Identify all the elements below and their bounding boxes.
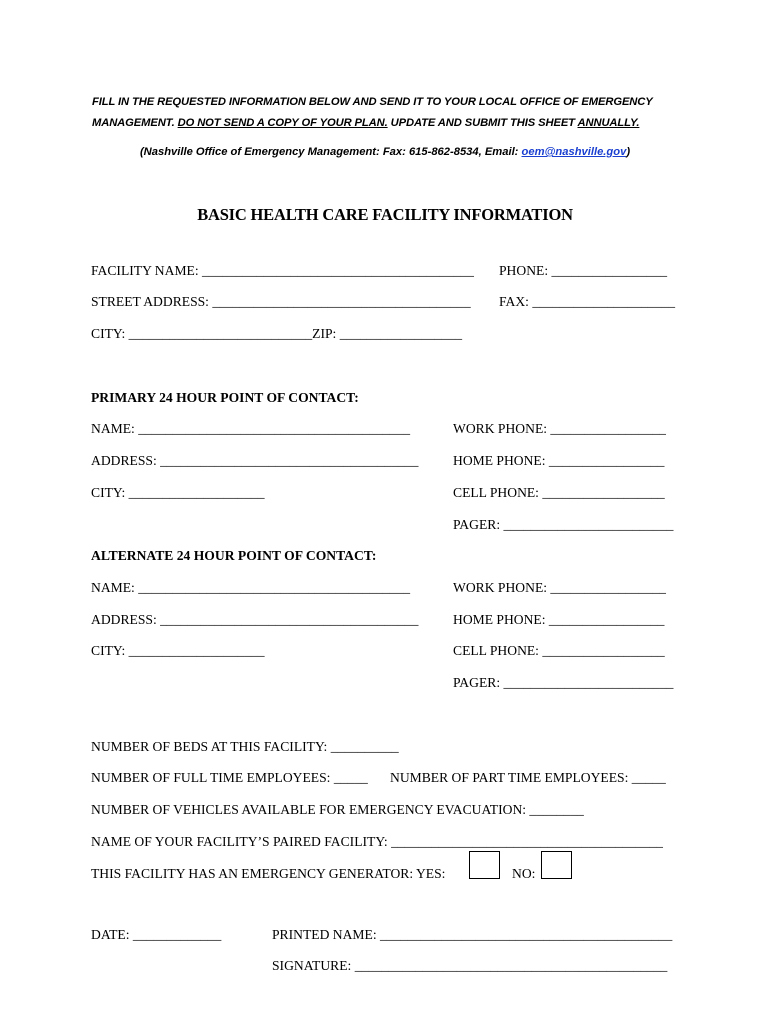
city-zip-field[interactable]: CITY: ___________________________ZIP: __________________ bbox=[91, 326, 463, 341]
instructions-emphasis: ANNUALLY. bbox=[577, 117, 640, 129]
alternate-name-field[interactable]: NAME: ________________________________________ bbox=[91, 580, 411, 595]
generator-no-label: NO: bbox=[512, 866, 536, 881]
generator-label: THIS FACILITY HAS AN EMERGENCY GENERATOR: YES: bbox=[91, 866, 446, 881]
vehicles-field[interactable]: NUMBER OF VEHICLES AVAILABLE FOR EMERGENCY EVACUATION: ________ bbox=[91, 802, 584, 817]
facility-name-field[interactable]: FACILITY NAME: ________________________________________ bbox=[91, 263, 474, 278]
alternate-address-field[interactable]: ADDRESS: ______________________________________ bbox=[91, 612, 419, 627]
paired-facility-field[interactable]: NAME OF YOUR FACILITY’S PAIRED FACILITY: ________________________________________ bbox=[91, 834, 663, 849]
page-title: BASIC HEALTH CARE FACILITY INFORMATION bbox=[197, 205, 573, 224]
contact-note-suffix: ) bbox=[626, 146, 631, 158]
street-address-field[interactable]: STREET ADDRESS: ______________________________________ bbox=[91, 294, 471, 309]
instructions-text: MANAGEMENT. bbox=[92, 117, 178, 129]
alternate-home-phone-field[interactable]: HOME PHONE: _________________ bbox=[453, 612, 665, 627]
alternate-cell-phone-field[interactable]: CELL PHONE: __________________ bbox=[453, 643, 665, 658]
contact-note-prefix: (Nashville Office of Emergency Management: Fax: 615-862-8534, Email: bbox=[139, 146, 522, 158]
generator-yes-checkbox[interactable] bbox=[469, 851, 500, 879]
generator-no-checkbox[interactable] bbox=[541, 851, 572, 879]
beds-field[interactable]: NUMBER OF BEDS AT THIS FACILITY: __________ bbox=[91, 739, 399, 754]
date-field[interactable]: DATE: _____________ bbox=[91, 927, 222, 942]
email-link[interactable]: oem@nashville.gov bbox=[521, 146, 627, 158]
primary-pager-field[interactable]: PAGER: _________________________ bbox=[453, 517, 674, 532]
primary-cell-phone-field[interactable]: CELL PHONE: __________________ bbox=[453, 485, 665, 500]
facility-fax-field[interactable]: FAX: _____________________ bbox=[499, 294, 676, 309]
primary-contact-heading: PRIMARY 24 HOUR POINT OF CONTACT: bbox=[91, 390, 359, 405]
primary-city-field[interactable]: CITY: ____________________ bbox=[91, 485, 265, 500]
primary-home-phone-field[interactable]: HOME PHONE: _________________ bbox=[453, 453, 665, 468]
alternate-contact-heading: ALTERNATE 24 HOUR POINT OF CONTACT: bbox=[91, 548, 377, 563]
instructions-line-1: FILL IN THE REQUESTED INFORMATION BELOW AND SEND IT TO YOUR LOCAL OFFICE OF EMERGENCY bbox=[92, 96, 653, 108]
alternate-work-phone-field[interactable]: WORK PHONE: _________________ bbox=[453, 580, 666, 595]
printed-name-field[interactable]: PRINTED NAME: ___________________________________________ bbox=[272, 927, 673, 942]
full-time-employees-field[interactable]: NUMBER OF FULL TIME EMPLOYEES: _____ bbox=[91, 770, 368, 785]
instructions-text: UPDATE AND SUBMIT THIS SHEET bbox=[387, 117, 578, 129]
primary-address-field[interactable]: ADDRESS: ______________________________________ bbox=[91, 453, 419, 468]
facility-phone-field[interactable]: PHONE: _________________ bbox=[499, 263, 668, 278]
part-time-employees-field[interactable]: NUMBER OF PART TIME EMPLOYEES: _____ bbox=[390, 770, 666, 785]
instructions-emphasis: DO NOT SEND A COPY OF YOUR PLAN. bbox=[177, 117, 388, 129]
alternate-city-field[interactable]: CITY: ____________________ bbox=[91, 643, 265, 658]
primary-work-phone-field[interactable]: WORK PHONE: _________________ bbox=[453, 421, 666, 436]
instructions-line-2 bbox=[92, 113, 692, 134]
primary-name-field[interactable]: NAME: ________________________________________ bbox=[91, 421, 411, 436]
contact-note bbox=[0, 146, 770, 158]
signature-field[interactable]: SIGNATURE: ______________________________________________ bbox=[272, 958, 668, 973]
alternate-pager-field[interactable]: PAGER: _________________________ bbox=[453, 675, 674, 690]
